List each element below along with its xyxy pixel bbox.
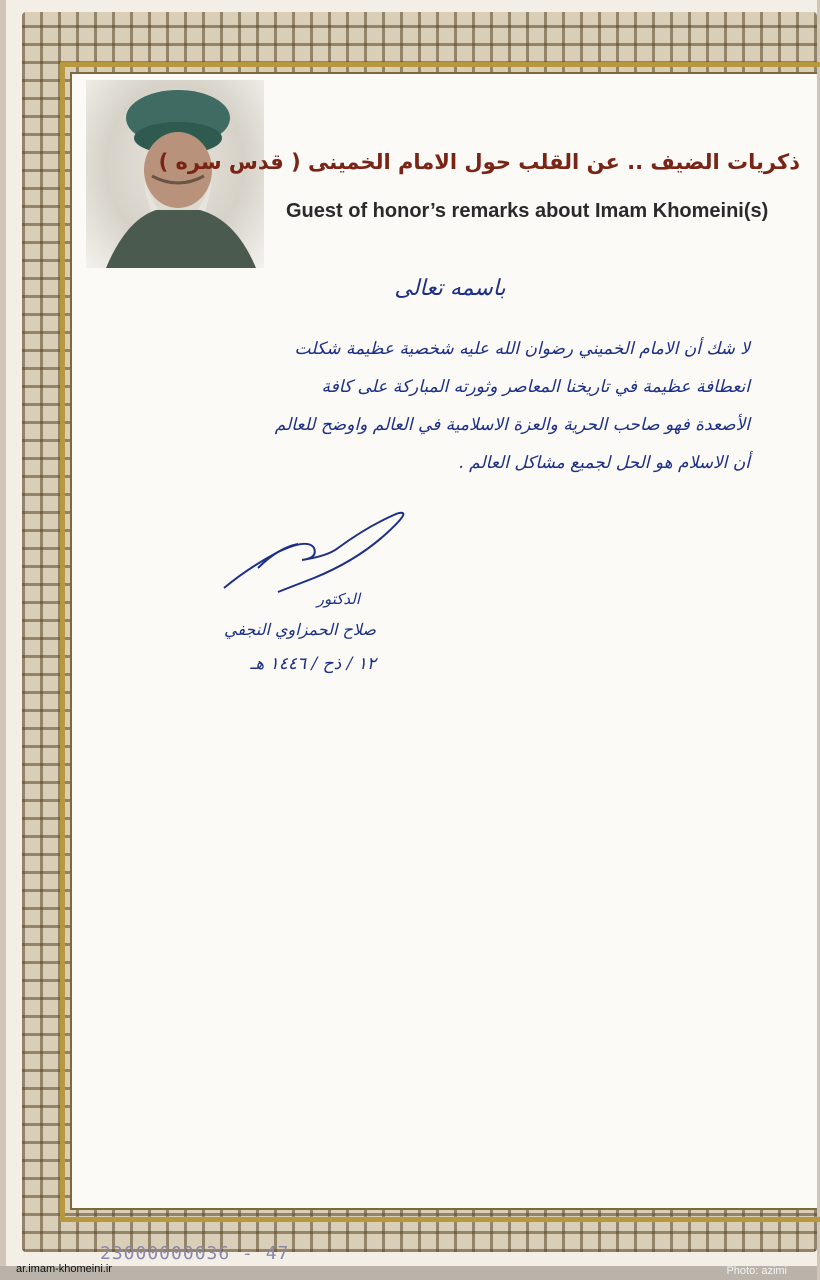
photo-credit: Photo: azimi — [726, 1265, 787, 1277]
header-arabic-title: ذكريات الضيف .. عن القلب حول الامام الخمينى ( قدس سره ) — [158, 150, 800, 174]
signer-title: الدكتور — [316, 590, 360, 608]
handwritten-line: أن الاسلام هو الحل لجميع مشاكل العالم . — [458, 453, 750, 473]
website-watermark: ar.imam-khomeini.ir — [16, 1263, 112, 1275]
header-english-title: Guest of honor’s remarks about Imam Khomeini(s) — [286, 200, 769, 222]
portrait-illustration — [86, 80, 264, 268]
page-number-stamp: 23000000036 - 47 — [100, 1243, 290, 1264]
imam-portrait-image — [86, 80, 264, 268]
handwritten-line: لا شك أن الامام الخميني رضوان الله عليه شخصية عظيمة شكلت — [294, 339, 750, 359]
handwritten-line: انعطافة عظيمة في تاريخنا المعاصر وثورته المباركة على كافة — [321, 377, 750, 397]
handwritten-signature — [218, 508, 410, 598]
handwritten-invocation: باسمه تعالى — [394, 276, 506, 301]
handwritten-line: الأصعدة فهو صاحب الحرية والعزة الاسلامية في العالم واوضح للعالم — [274, 415, 750, 435]
watermark-bar — [0, 1266, 817, 1280]
signer-name: صلاح الحمزاوي النجفي — [224, 620, 376, 639]
signature-date: ١٢ / ذح / ١٤٤٦ هـ — [250, 654, 376, 674]
handwritten-body — [200, 330, 750, 482]
